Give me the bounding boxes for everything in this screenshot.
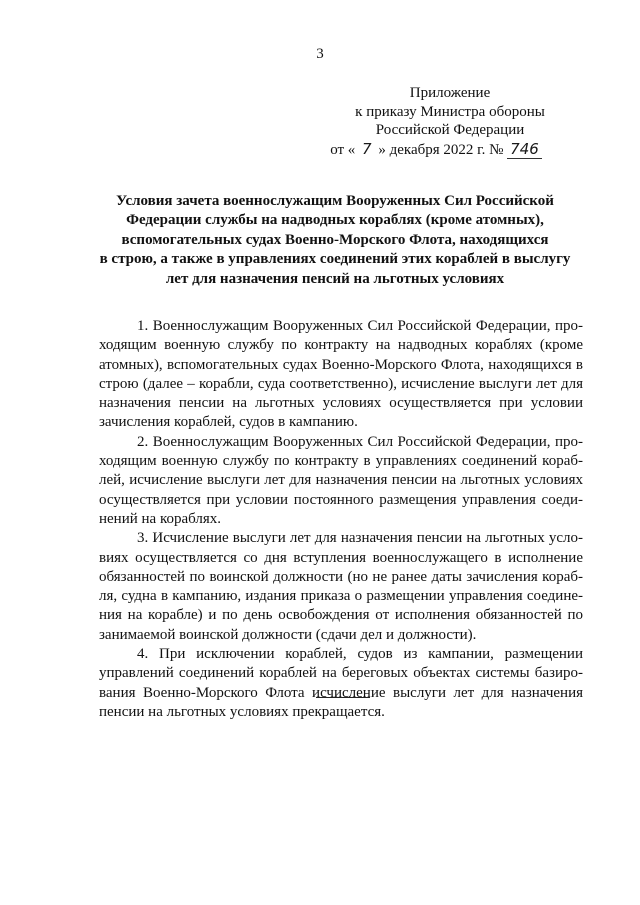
document-body <box>99 317 583 722</box>
annex-authority: Российской Федерации <box>375 122 525 138</box>
paragraph-1: 1. Военнослужащим Вооруженных Сил Российской Федерации, проходящим военную службу по контракту на надводных кораблях (кроме атомных), вспомогательных судах Военно-Морского Флота, находящихся в строю (далее – корабли, суда соответственно), исчисление выслуги лет для назначения пенсии на льготных условиях осуществляется при условии зачисления кораблей, судов в кампанию. <box>99 318 583 431</box>
annex-date-line <box>286 140 586 160</box>
paragraph-3: 3. Исчисление выслуги лет для назначения пенсии на льготных условиях осуществляется со дня вступления военнослужащего в исполнение обязанностей по воинской должности (но не ранее даты зачисления корабля, судна в кампанию, издания приказа о размещении управления соединения на корабле) и по день освобождения от исполнения обязанностей по занимаемой воинской должности (сдачи дел и должности). <box>99 530 583 643</box>
handwritten-day: 7 <box>362 139 372 158</box>
date-prefix: от « <box>330 141 356 158</box>
date-middle: » декабря 2022 г. № <box>378 141 504 158</box>
title-line-4: в строю, а также в управлениях соединений этих кораблей в выслугу <box>99 251 571 268</box>
annex-order-reference: к приказу Министра обороны <box>355 103 545 120</box>
title-line-1: Условия зачета военнослужащим Вооруженных Сил Российской <box>116 193 554 209</box>
paragraph-4: 4. При исключении кораблей, судов из кампании, размещении управлений соединений кораблей на береговых объектах системы базирования Военно-Морского Флота исчисление выслуги лет для назначения пенсии на льготных условиях прекращается. <box>99 646 583 720</box>
annex-label: Приложение <box>409 85 491 101</box>
title-line-3: вспомогательных судах Военно-Морского Флота, находящихся <box>121 231 549 248</box>
title-line-2: Федерации службы на надводных кораблях (кроме атомных), <box>126 212 544 229</box>
page-number: 3 <box>316 46 324 62</box>
annex-header <box>300 84 600 159</box>
document-title <box>84 192 586 289</box>
paragraph-2: 2. Военнослужащим Вооруженных Сил Российской Федерации, проходящим военную службу по контракту в управлениях соединений кораблей, исчисление выслуги лет для назначения пенсии на льготных условиях осуществляется при условии постоянного размещения управления соединений на кораблях. <box>99 433 583 527</box>
handwritten-order-number: 746 <box>507 140 542 160</box>
title-line-5: лет для назначения пенсий на льготных условиях <box>165 270 505 287</box>
end-divider <box>316 697 370 698</box>
